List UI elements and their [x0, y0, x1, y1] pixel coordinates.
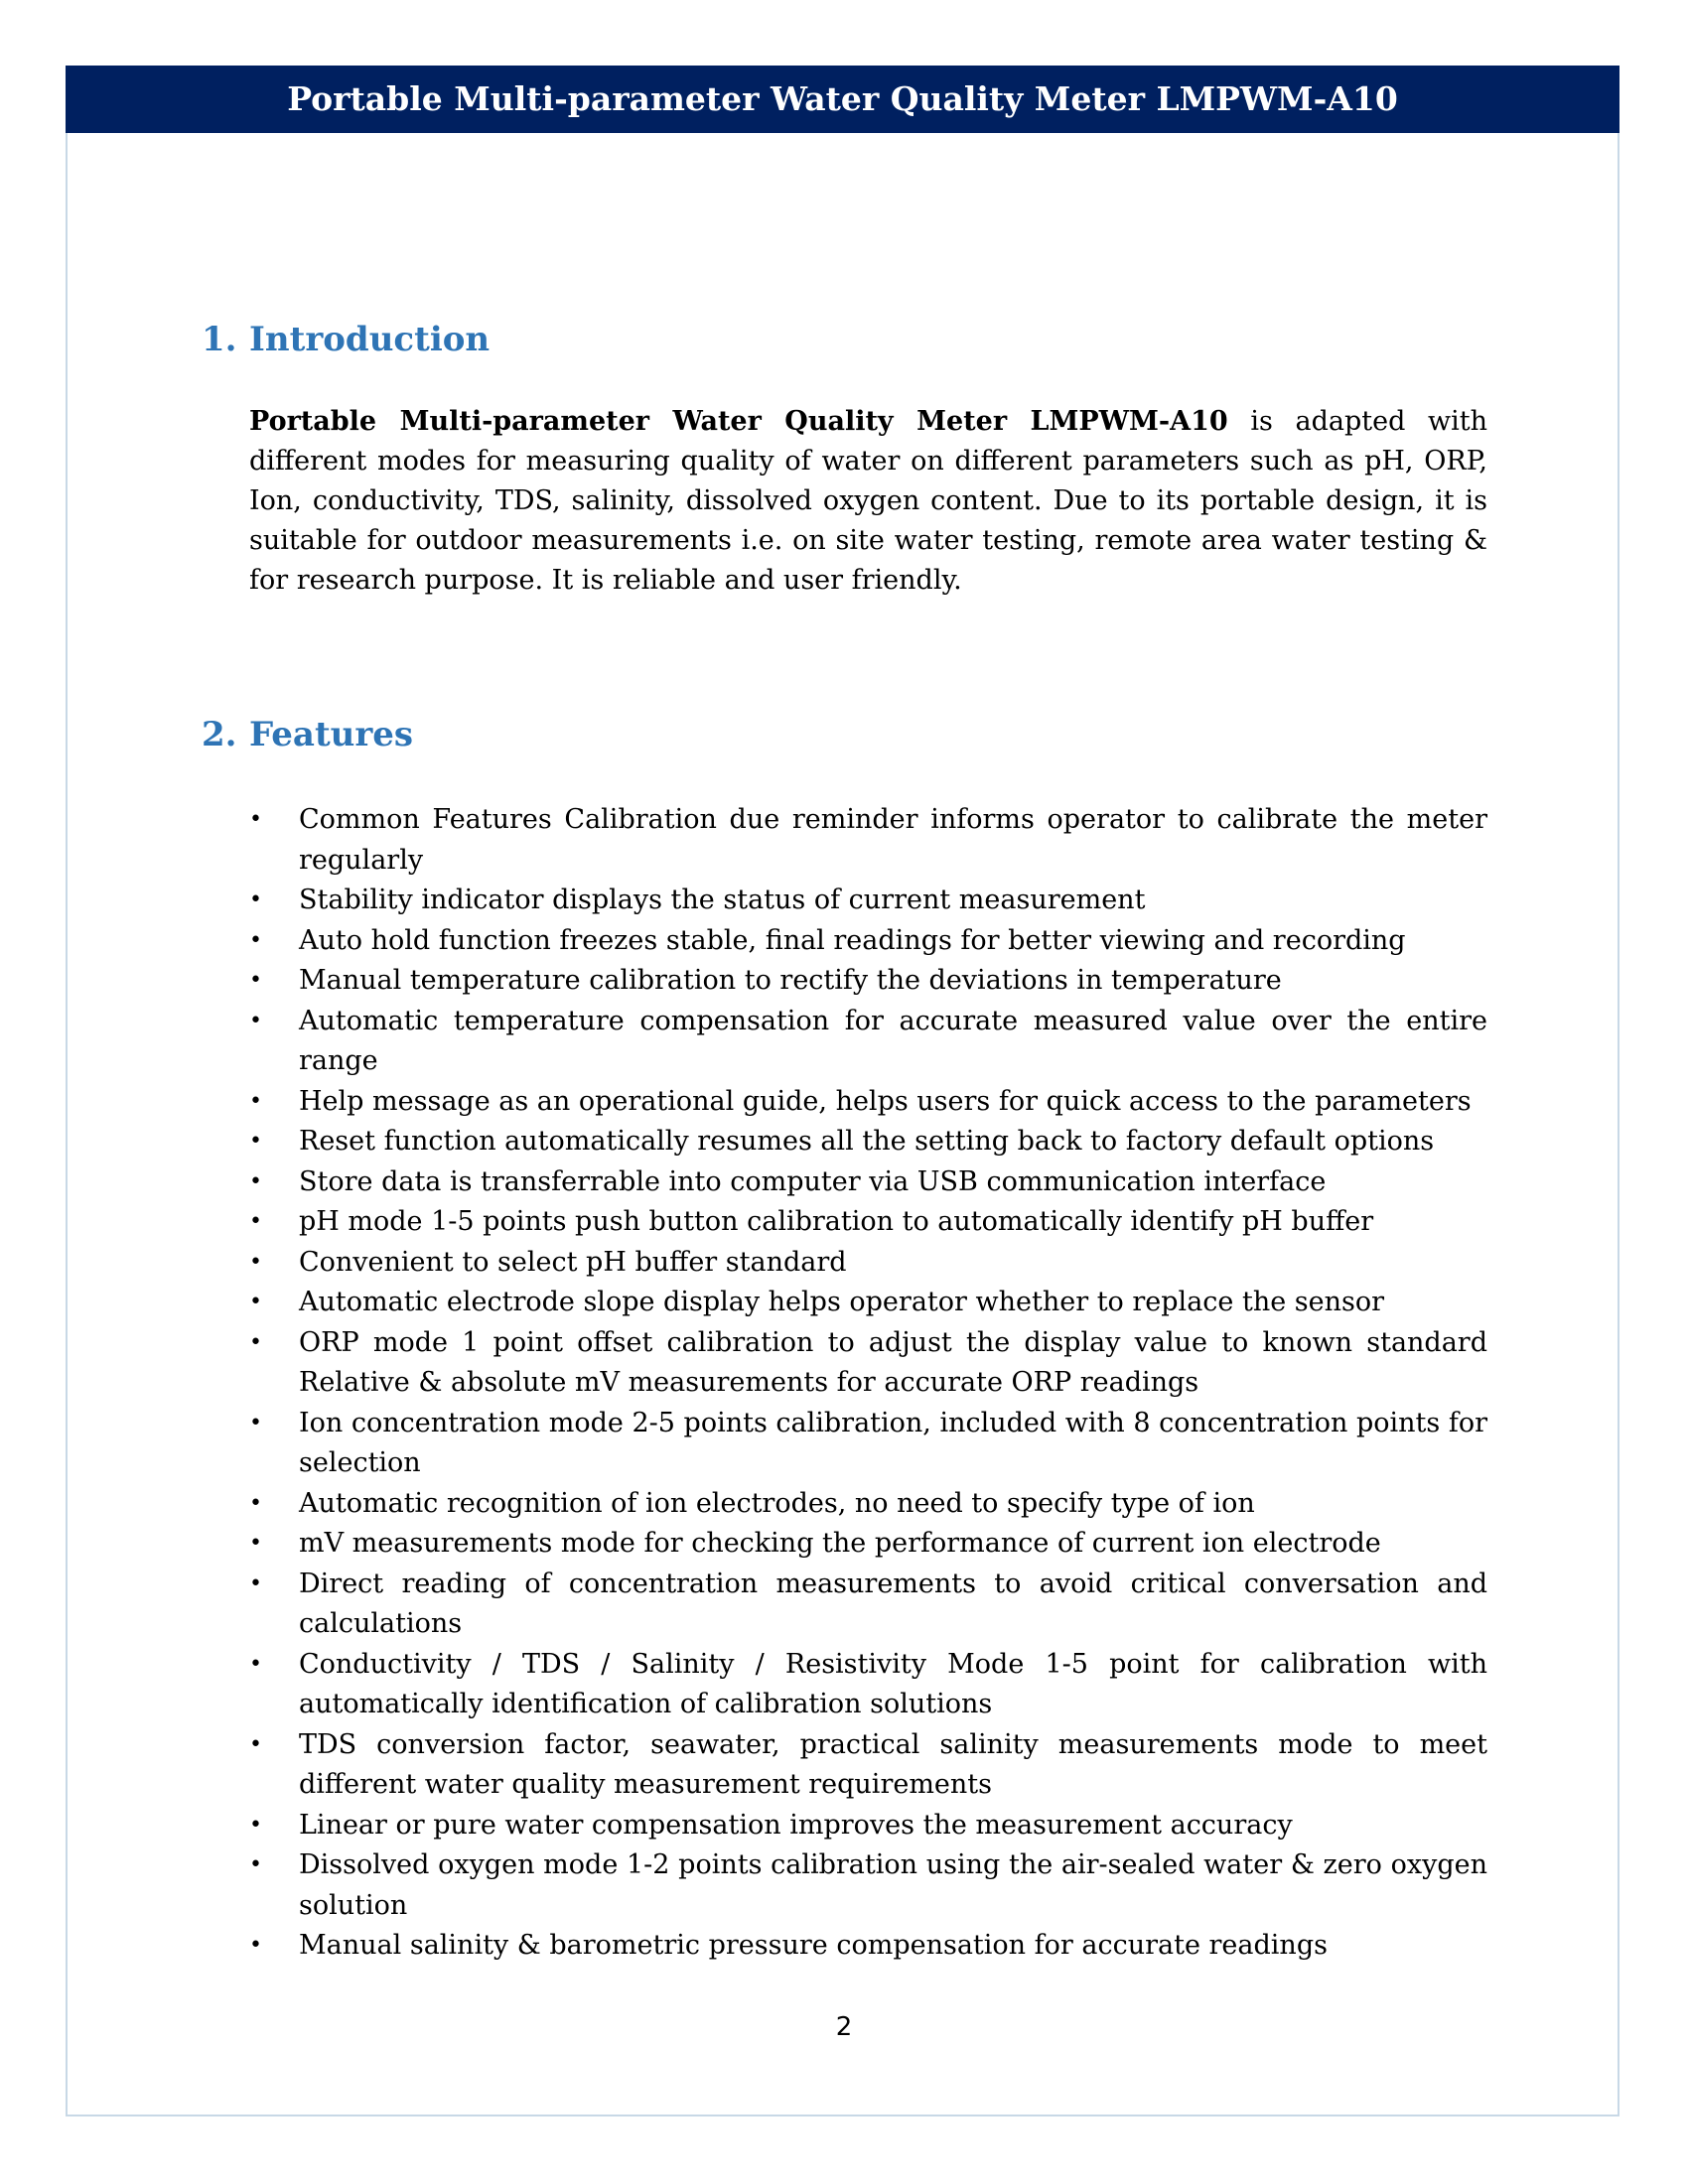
- bullet-icon: •: [249, 1290, 262, 1314]
- bullet-icon: •: [249, 1008, 262, 1033]
- feature-text: Manual salinity & barometric pressure compensation for accurate readings: [299, 1930, 1328, 1961]
- page-number: 2: [835, 2012, 853, 2042]
- bullet-icon: •: [249, 887, 262, 912]
- bullet-icon: •: [249, 968, 262, 993]
- feature-text: mV measurements mode for checking the performance of current ion electrode: [299, 1528, 1381, 1559]
- feature-list-item: [249, 1122, 1487, 1162]
- bullet-icon: •: [249, 1129, 262, 1154]
- section-number: 1.: [202, 320, 237, 359]
- introduction-text: is adapted with different modes for measuring quality of water on different parameters such as pH, ORP, Ion, conductivity, TDS, salinity, dissolved oxygen content. Due to its portable design, it is suitable for outdoor measurements i.e. on site water testing, remote area water testing & for research purpose. It is reliable and user friendly.: [249, 406, 1488, 596]
- feature-text: Automatic temperature compensation for accurate measured value over the entire range: [299, 1005, 1487, 1076]
- feature-list-item: [249, 1404, 1487, 1484]
- feature-list-item: [249, 1645, 1487, 1725]
- feature-text: pH mode 1-5 points push button calibration to automatically identify pH buffer: [299, 1206, 1374, 1237]
- bullet-icon: •: [249, 1852, 262, 1877]
- bullet-icon: •: [249, 1329, 262, 1355]
- feature-list-item: [249, 1806, 1487, 1846]
- feature-list-item: [249, 800, 1487, 881]
- bullet-icon: •: [249, 1209, 262, 1234]
- bullet-icon: •: [249, 1088, 262, 1114]
- feature-text: TDS conversion factor, seawater, practical salinity measurements mode to meet different water quality measurement requirements: [299, 1728, 1487, 1800]
- feature-text: Dissolved oxygen mode 1-2 points calibration using the air-sealed water & zero oxygen solution: [299, 1849, 1487, 1921]
- bullet-icon: •: [249, 1651, 262, 1677]
- feature-list-item: [249, 1725, 1487, 1806]
- bullet-icon: •: [249, 1812, 262, 1838]
- feature-text: Common Features Calibration due reminder informs operator to calibrate the meter regularly: [299, 804, 1487, 876]
- feature-list-item: [249, 1202, 1487, 1243]
- bullet-icon: •: [249, 1531, 262, 1556]
- feature-text: Ion concentration mode 2-5 points calibration, included with 8 concentration points for selection: [299, 1407, 1487, 1478]
- feature-list-item: [249, 1926, 1487, 1967]
- bullet-icon: •: [249, 1168, 262, 1194]
- header-title: Portable Multi-parameter Water Quality Meter LMPWM-A10: [287, 79, 1398, 118]
- feature-list-item: [249, 1283, 1487, 1323]
- section-title: Introduction: [249, 320, 491, 359]
- feature-list-item: [249, 921, 1487, 962]
- feature-list-item: [249, 1845, 1487, 1926]
- product-name-bold: Portable Multi-parameter Water Quality Meter LMPWM-A10: [249, 406, 1228, 437]
- bullet-icon: •: [249, 807, 262, 832]
- feature-list-item: [249, 1243, 1487, 1284]
- feature-list-item: [249, 1002, 1487, 1082]
- bullet-icon: •: [249, 1933, 262, 1958]
- feature-list-item: [249, 1565, 1487, 1645]
- features-list: [249, 800, 1487, 1967]
- bullet-icon: •: [249, 927, 262, 953]
- bullet-icon: •: [249, 1249, 262, 1275]
- feature-list-item: [249, 1162, 1487, 1203]
- feature-list-item: [249, 1082, 1487, 1123]
- bullet-icon: •: [249, 1570, 262, 1596]
- feature-text: Reset function automatically resumes all the setting back to factory default options: [299, 1126, 1435, 1157]
- section-heading-features: [202, 715, 413, 754]
- feature-text: Linear or pure water compensation improves the measurement accuracy: [299, 1809, 1293, 1841]
- feature-text: Automatic electrode slope display helps operator whether to replace the sensor: [299, 1287, 1385, 1317]
- feature-text: Conductivity / TDS / Salinity / Resistivity Mode 1-5 point for calibration with automatically identification of calibration solutions: [299, 1648, 1487, 1719]
- feature-text: ORP mode 1 point offset calibration to adjust the display value to known standard Relative & absolute mV measurements for accurate ORP readings: [299, 1326, 1487, 1398]
- feature-text: Stability indicator displays the status of current measurement: [299, 885, 1146, 915]
- introduction-paragraph: [249, 402, 1487, 601]
- feature-list-item: [249, 1323, 1487, 1404]
- bullet-icon: •: [249, 1410, 262, 1435]
- feature-list-item: [249, 881, 1487, 921]
- feature-list-item: [249, 1484, 1487, 1525]
- bullet-icon: •: [249, 1490, 262, 1516]
- document-header: [66, 66, 1619, 133]
- section-number: 2.: [202, 715, 237, 754]
- feature-text: Store data is transferrable into computer via USB communication interface: [299, 1165, 1327, 1197]
- feature-list-item: [249, 1524, 1487, 1565]
- section-title: Features: [249, 715, 414, 754]
- feature-text: Direct reading of concentration measurements to avoid critical conversation and calculations: [299, 1568, 1487, 1639]
- feature-list-item: [249, 961, 1487, 1002]
- feature-text: Auto hold function freezes stable, final readings for better viewing and recording: [299, 924, 1406, 956]
- bullet-icon: •: [249, 1731, 262, 1757]
- feature-text: Automatic recognition of ion electrodes, no need to specify type of ion: [299, 1487, 1255, 1519]
- feature-text: Manual temperature calibration to rectify the deviations in temperature: [299, 965, 1282, 996]
- feature-text: Help message as an operational guide, helps users for quick access to the parameters: [299, 1085, 1472, 1117]
- section-heading-introduction: [202, 320, 490, 359]
- feature-text: Convenient to select pH buffer standard: [299, 1246, 847, 1278]
